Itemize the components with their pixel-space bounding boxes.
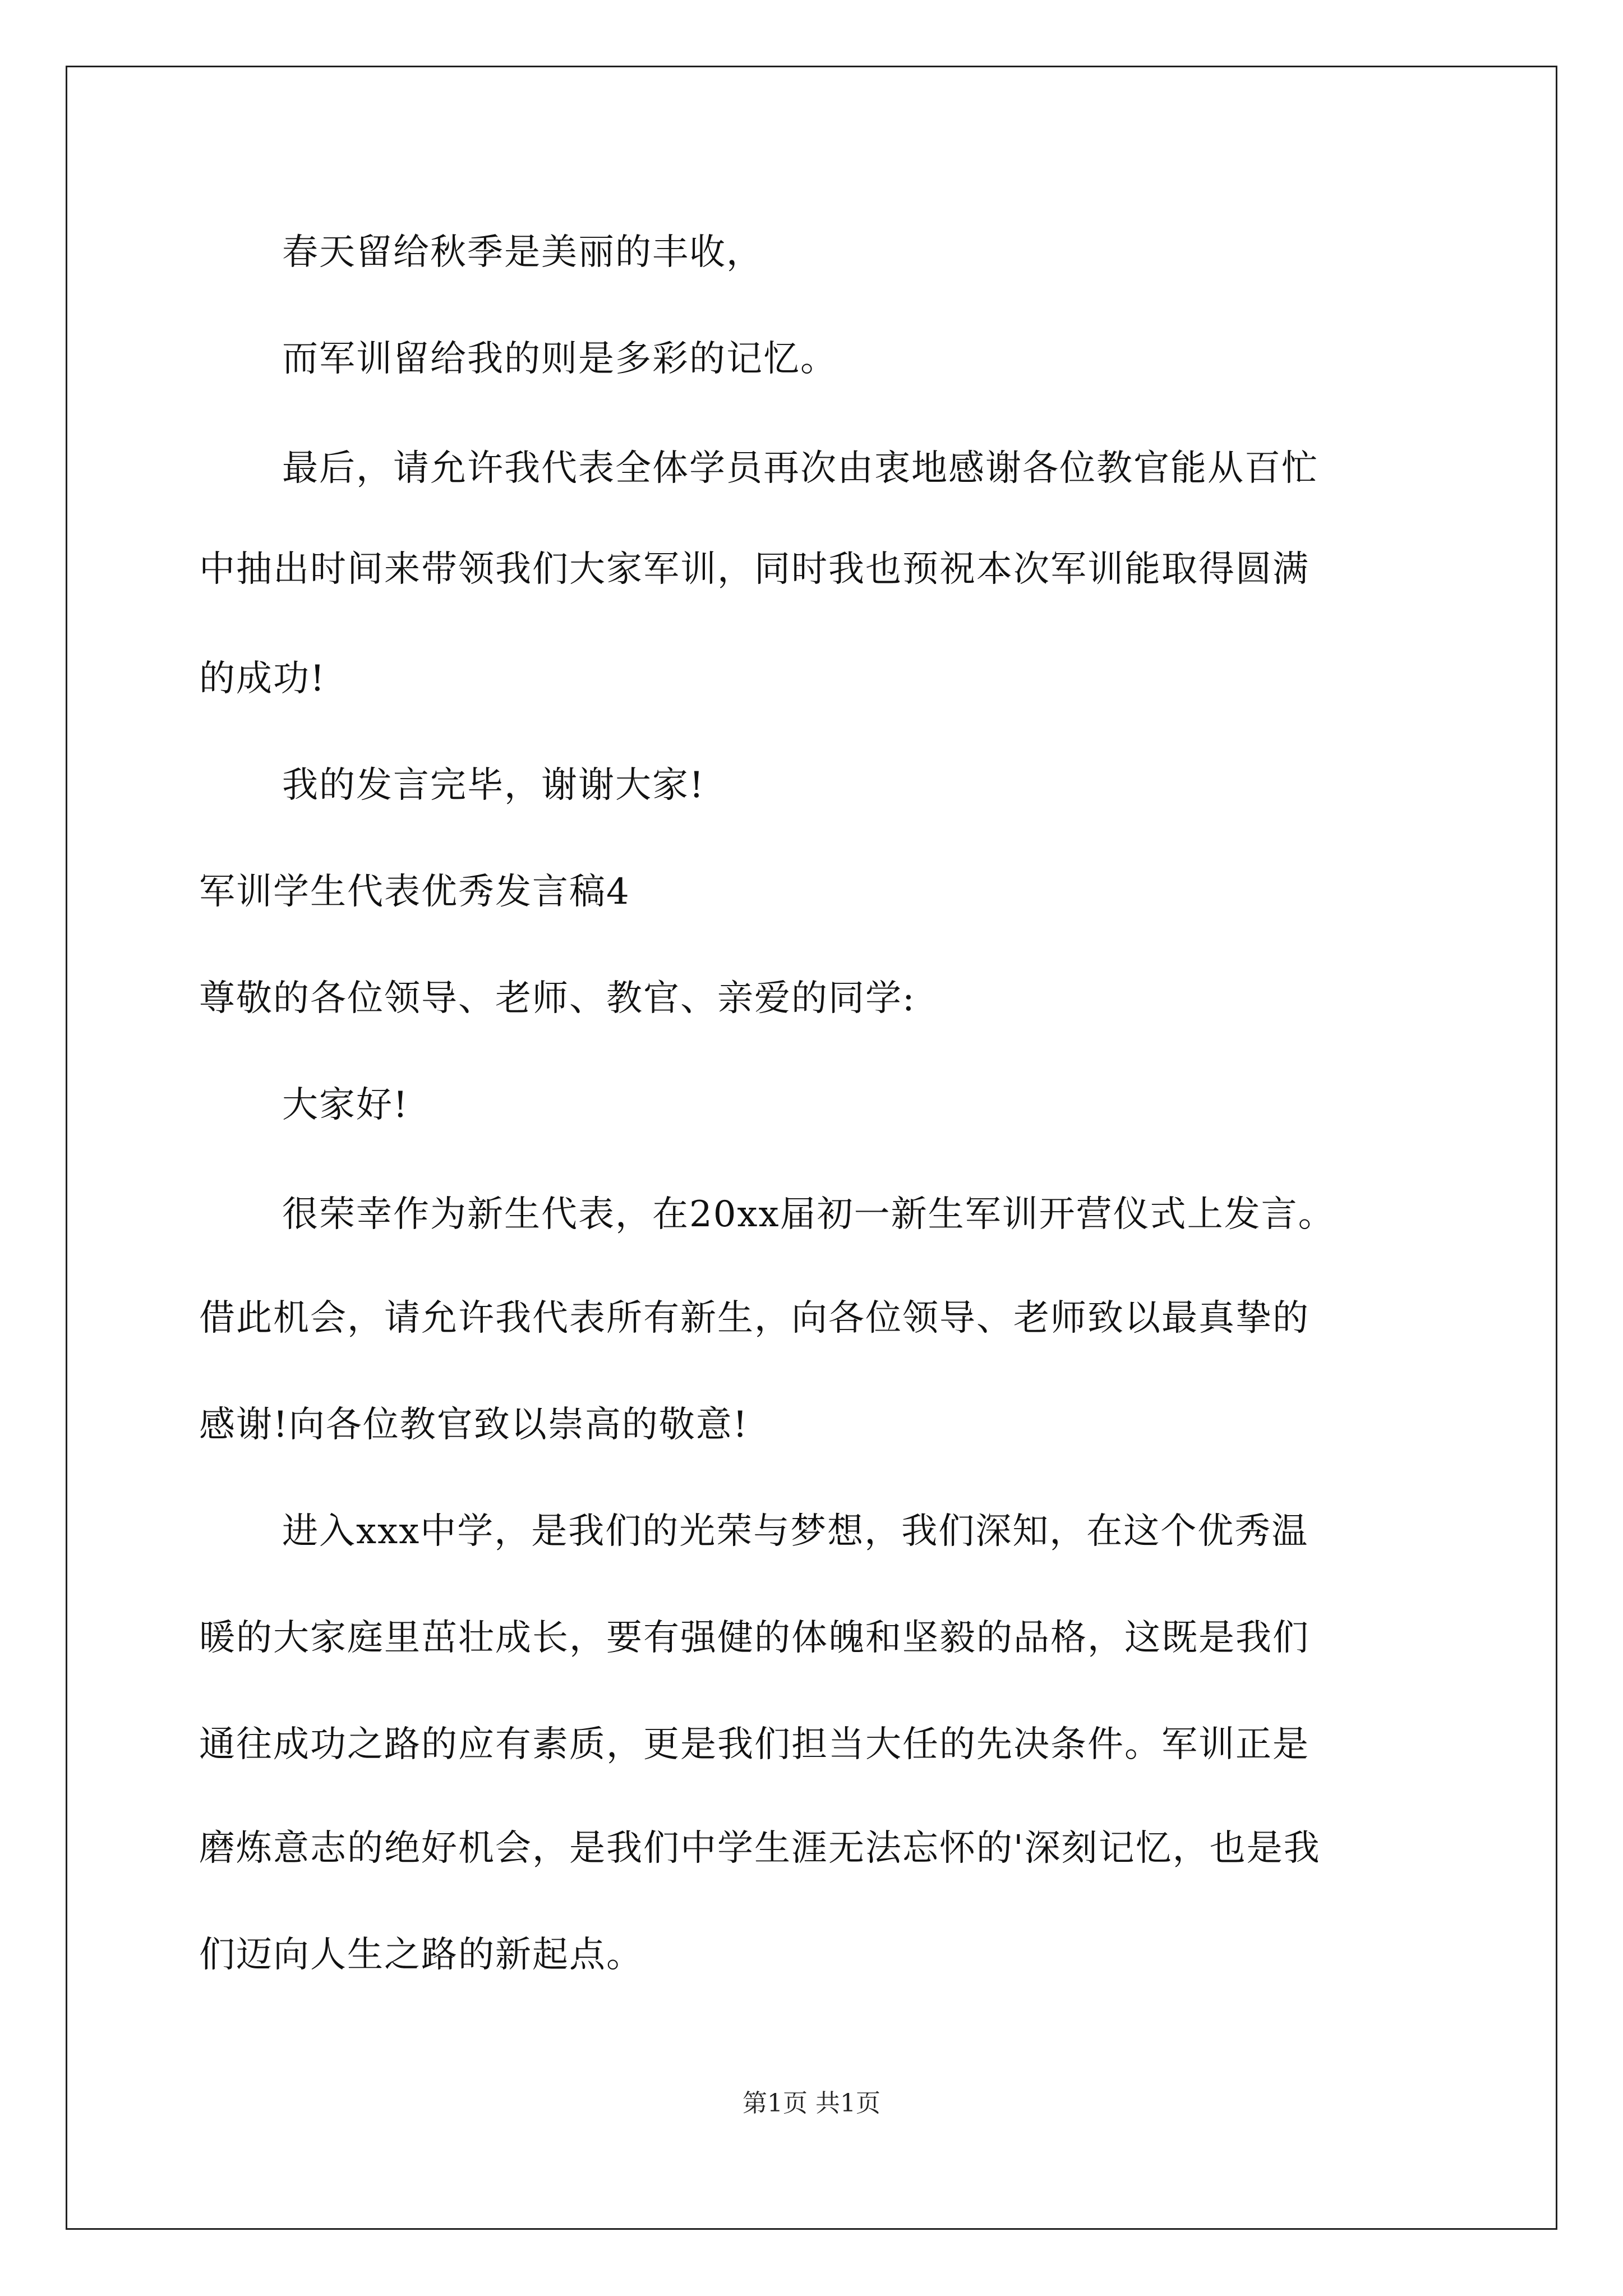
greeting: 大家好! <box>282 1084 409 1126</box>
section-heading: 军训学生代表优秀发言稿4 <box>199 871 630 913</box>
text-line: 中抽出时间来带领我们大家军训，同时我也预祝本次军训能取得圆满 <box>199 549 1310 590</box>
text-line: 的成功! <box>199 658 326 700</box>
text-line: 最后，请允许我代表全体学员再次由衷地感谢各位教官能从百忙 <box>282 448 1318 489</box>
page-footer: 第1页 共1页 <box>743 2089 880 2118</box>
text-line: 通往成功之路的应有素质，更是我们担当大任的先决条件。军训正是 <box>199 1724 1310 1765</box>
text-line: 磨炼意志的绝好机会，是我们中学生涯无法忘怀的'深刻记忆，也是我 <box>199 1828 1321 1869</box>
text-line: 感谢!向各位教官致以崇高的敬意! <box>199 1404 749 1446</box>
page-frame <box>66 66 1557 2230</box>
text-line: 很荣幸作为新生代表，在20xx届初一新生军训开营仪式上发言。 <box>282 1194 1335 1235</box>
text-line: 们迈向人生之路的新起点。 <box>199 1934 643 1976</box>
text-line: 春天留给秋季是美丽的丰收， <box>282 232 763 273</box>
text-line: 借此机会，请允许我代表所有新生，向各位领导、老师致以最真挚的 <box>199 1297 1310 1339</box>
salutation: 尊敬的各位领导、老师、教官、亲爱的同学: <box>199 978 916 1019</box>
text-line: 我的发言完毕，谢谢大家! <box>282 765 705 806</box>
text-line: 暖的大家庭里茁壮成长，要有强健的体魄和坚毅的品格，这既是我们 <box>199 1617 1310 1659</box>
text-line: 进入xxx中学，是我们的光荣与梦想，我们深知，在这个优秀温 <box>282 1511 1309 1552</box>
text-line: 而军训留给我的则是多彩的记忆。 <box>282 338 837 380</box>
